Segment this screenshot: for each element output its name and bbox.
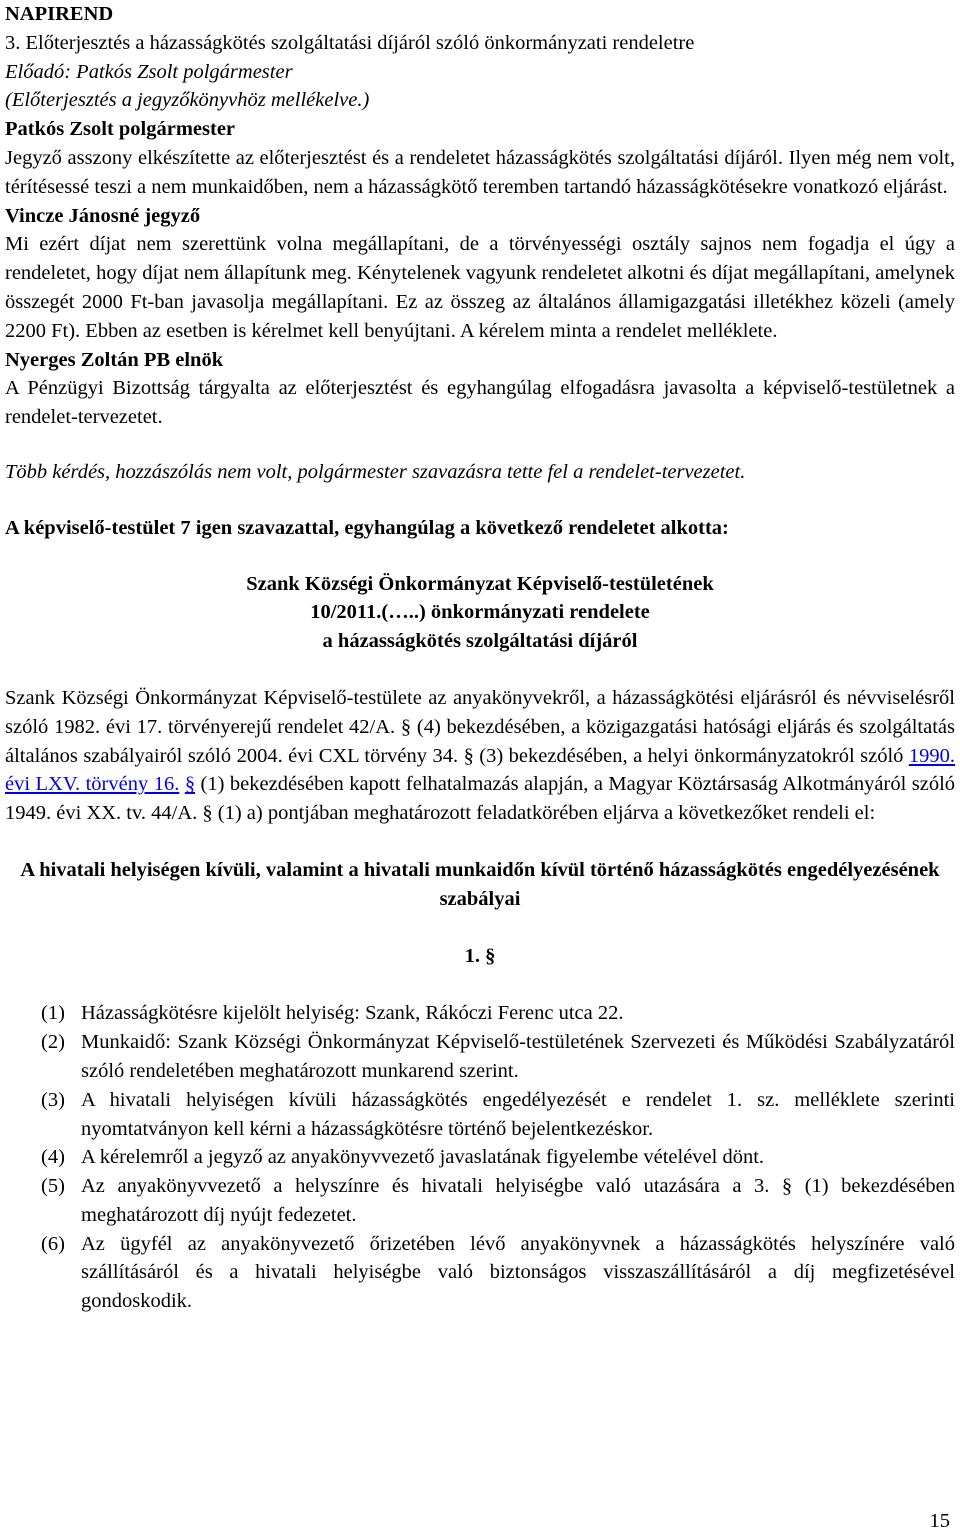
paragraph-item [5,999,955,1028]
law-section-link[interactable]: § [184,773,196,796]
speaker-statement: Mi ezért díjat nem szerettünk volna megállapítani, de a törvényességi osztály sajnos nem fogadja el úgy a rendeletet, hogy díjat nem állapítunk meg. Kénytelenek vagyunk rendeletet alkotni és díjat megállapítani, amelynek összegét 2000 Ft-ban javasolja megállapítani. Ez az összeg az általános államigazgatási illetékhez közeli (amely 2200 Ft). Ebben az esetben is kérelmet kell benyújtani. A kérelem minta a rendelet melléklete. [5,233,955,342]
agenda-title: NAPIREND [5,3,114,25]
section-heading: A hivatali helyiségen kívüli, valamint a hivatali munkaidőn kívül történő házasságkötés engedélyezésének szabályai [20,858,940,910]
paragraph-list [5,999,955,1316]
paragraph-text: Munkaidő: Szank Községi Önkormányzat Képviselő-testületének Szervezeti és Működési Szabályzatáról szóló rendeletében meghatározott munkarend szerint. [81,1031,955,1082]
paragraph-item [5,1028,955,1086]
paragraph-text: Az ügyfél az anyakönyvezető őrizetében lévő anyakönyvnek a házasságkötés helyszínére való szállításáról és a hivatali helyiségbe való biztonságos visszaszállításáról a díj megfizetésével gondoskodik. [81,1232,955,1313]
speaker-name: Nyerges Zoltán PB elnök [5,348,224,371]
paragraph-item [5,1172,955,1230]
paragraph-number: (5) [41,1175,65,1198]
page-number: 15 [929,1510,950,1532]
paragraph-number: (6) [41,1232,65,1255]
paragraph-item [5,1143,955,1172]
decree-title-line2: 10/2011.(…..) önkormányzati rendelete [310,601,650,624]
paragraph-item [5,1230,955,1316]
preamble [5,684,955,828]
speaker-statement: Jegyző asszony elkészítette az előterjesztést és a rendeletet házasságkötés szolgáltatási díjáról. Ilyen még nem volt, térítésessé teszi a nem munkaidőben, nem a házasságkötő teremben tartandó házasságkötésekre vonatkozó eljárást. [5,146,955,198]
attachment-note: (Előterjesztés a jegyzőkönyvhöz mellékelve.) [5,89,370,112]
resolution-text: A képviselő-testület 7 igen szavazattal, egyhangúlag a következő rendeletet alkotta: [5,516,729,539]
paragraph-text: Házasságkötésre kijelölt helyiség: Szank, Rákóczi Ferenc utca 22. [81,1002,624,1025]
agenda-item: 3. Előterjesztés a házasságkötés szolgáltatási díjáról szóló önkormányzati rendeletre [5,31,695,54]
paragraph-number: (2) [41,1031,65,1054]
paragraph-number: (3) [41,1088,65,1111]
paragraph-text: A kérelemről a jegyző az anyakönyvvezető javaslatának figyelembe vételével dönt. [81,1146,765,1169]
presenter-line: Előadó: Patkós Zsolt polgármester [5,60,293,83]
paragraph-number: (4) [41,1146,65,1169]
preamble-text-continued: (1) bekezdésében kapott felhatalmazás alapján, a Magyar Köztársaság Alkotmányáról szóló 1949. évi XX. tv. 44/A. § (1) a) pontjában meghatározott feladatkörében eljárva a következőket rendeli el: [5,773,956,825]
paragraph-item [5,1086,955,1144]
law-link[interactable]: 1990. évi LXV. törvény 16. [5,744,955,796]
speaker-name: Vincze Jánosné jegyző [5,204,201,227]
decree-title-line1: Szank Községi Önkormányzat Képviselő-testületének [246,572,714,595]
paragraph-text: Az anyakönyvvezető a helyszínre és hivatali helyiségbe való utazására a 3. § (1) bekezdésében meghatározott díj nyújt fedezetet. [81,1175,955,1226]
speaker-name: Patkós Zsolt polgármester [5,118,236,141]
decree-title-line3: a házasságkötés szolgáltatási díjáról [322,630,638,653]
preamble-text: Szank Községi Önkormányzat Képviselő-testülete az anyakönyvekről, a házasságkötési eljárásról és névviselésről szóló 1982. évi 17. törvényerejű rendelet 42/A. § (4) bekezdésében, a közigazgatási hatósági eljárás és szolgáltatás általános szabályairól szóló 2004. évi CXL törvény 34. § (3) bekezdésében, a helyi önkormányzatokról szóló [5,686,955,767]
paragraph-number: (1) [41,1002,65,1025]
vote-note: Több kérdés, hozzászólás nem volt, polgármester szavazásra tette fel a rendelet-tervezetet. [5,460,746,483]
document-page [5,0,955,1316]
paragraph-text: A hivatali helyiségen kívüli házasságkötés engedélyezését e rendelet 1. sz. melléklete szerinti nyomtatványon kell kérni a házasságkötésre történő bejelentkezéskor. [81,1088,955,1140]
section-number: 1. § [464,944,496,967]
speaker-statement: A Pénzügyi Bizottság tárgyalta az előterjesztést és egyhangúlag elfogadásra javasolta a képviselő-testületnek a rendelet-tervezetet. [5,377,955,429]
